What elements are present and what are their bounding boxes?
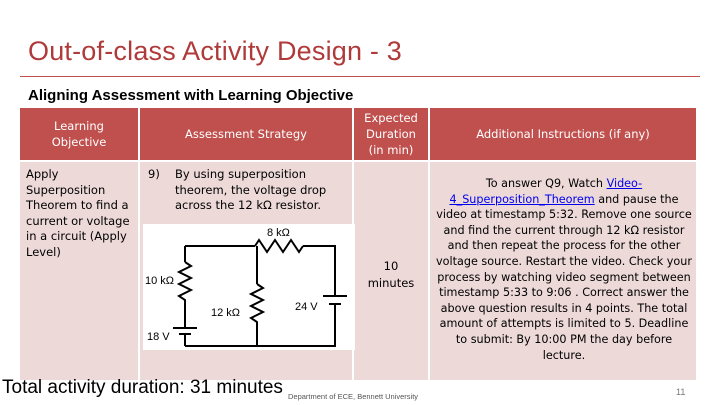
label-18v: 18 V (147, 331, 170, 343)
resistor-10k (179, 262, 191, 318)
header-assessment-strategy (140, 108, 352, 160)
duration-value (354, 258, 428, 292)
header-duration-line1: Expected (364, 111, 418, 125)
assessment-table (20, 108, 696, 380)
duration-unit: minutes (367, 276, 415, 290)
header-instructions-label: Additional Instructions (if any) (476, 127, 650, 141)
header-expected-duration (354, 108, 428, 160)
circuit-schematic (143, 224, 355, 350)
video-link[interactable]: Video-4_Superposition_Theorem (449, 177, 643, 206)
page-number: 11 (676, 387, 686, 397)
label-24v: 24 V (295, 301, 318, 313)
objective-text: Apply Superposition Theorem to find a current or voltage in a circuit (Apply Level) (26, 167, 130, 259)
department-footer: Department of ECE, Bennett University (288, 392, 419, 401)
label-8k: 8 kΩ (267, 227, 290, 239)
total-activity-duration: Total activity duration: 31 minutes (2, 377, 283, 398)
slide-subtitle: Aligning Assessment with Learning Objective (28, 87, 354, 104)
wire-bottom (185, 312, 335, 346)
header-additional-instructions (430, 108, 696, 160)
instructions-body: and pause the video at timestamp 5:32. Remove one source and find the current through 12 kΩ resistor and then repeat the process for the other voltage source. Restart the video. Check your process by watching video segment between timestamp 5:33 to 9:06 . Correct answer the above question results in 4 points. The total amount of attempts is limited to 5. Deadline to submit: By 10:00 PM the day before lecture. (436, 192, 692, 362)
question-text: By using superposition theorem, the voltage drop across the 12 kΩ resistor. (175, 167, 327, 212)
header-objective-line1: Learning (54, 119, 104, 133)
circuit-diagram (143, 224, 355, 350)
header-objective-line2: Objective (51, 135, 107, 149)
instructions-text (436, 176, 692, 363)
header-duration-line2: Duration (366, 127, 416, 141)
cell-expected-duration (354, 162, 428, 380)
slide-title: Out-of-class Activity Design - 3 (28, 36, 403, 66)
duration-number: 10 (383, 259, 399, 273)
header-strategy-label: Assessment Strategy (185, 127, 307, 141)
label-12k: 12 kΩ (211, 307, 241, 319)
title-divider (20, 76, 700, 77)
header-learning-objective (20, 108, 138, 160)
instructions-intro: To answer Q9, Watch (485, 177, 607, 190)
resistor-12k (251, 284, 263, 346)
cell-additional-instructions (430, 162, 696, 380)
label-10k: 10 kΩ (145, 275, 175, 287)
cell-learning-objective (20, 162, 138, 380)
header-duration-line3: (in min) (368, 143, 414, 157)
resistor-8k (255, 240, 303, 252)
question-number: 9) (148, 167, 160, 181)
wire-top-right (303, 246, 335, 296)
